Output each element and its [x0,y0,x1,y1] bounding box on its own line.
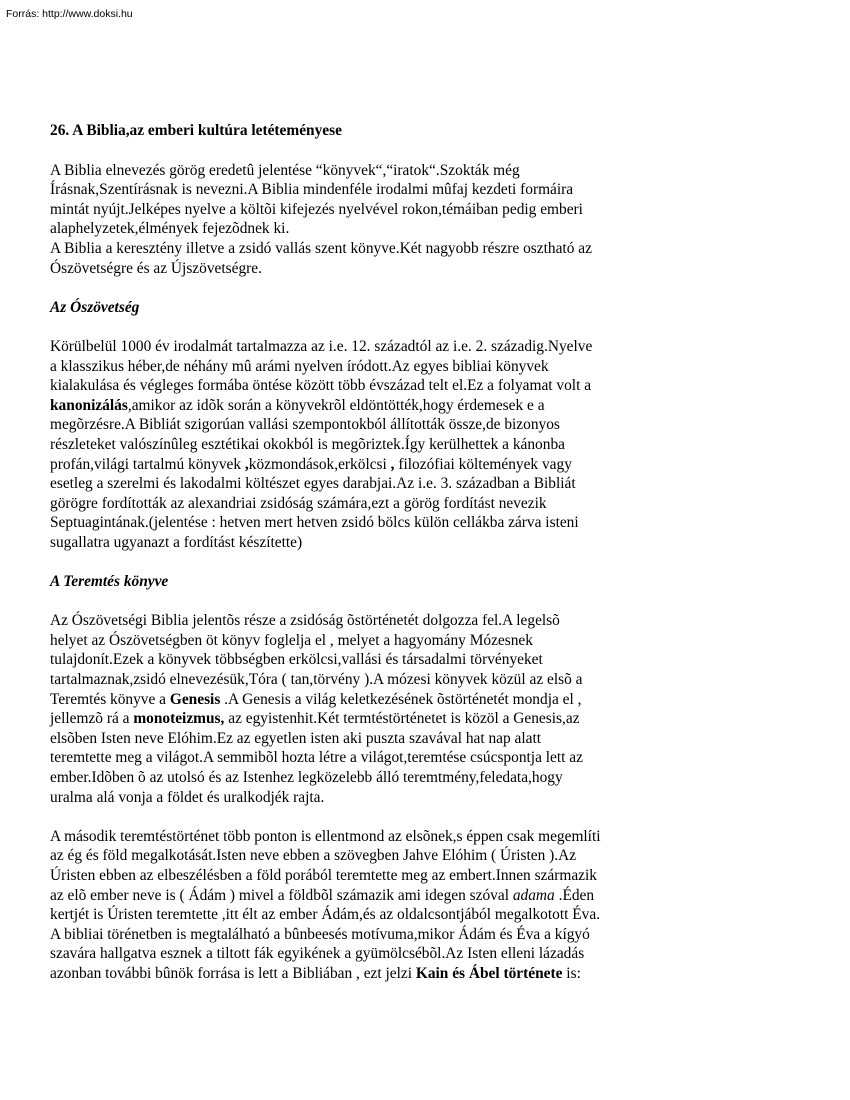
text-line: A Biblia elnevezés görög eredetû jelentése “könyvek“,“iratok“.Szokták még [50,161,520,179]
text-line: mintát nyújt.Jelképes nyelve a költõi kifejezés nyelvével rokon,témáiban pedig emberi [50,200,583,218]
bold-comma: , [244,455,249,473]
text-line: ember.Idõben õ az utolsó és az Istenhez legközelebb álló teremtmény,feledata,hogy [50,769,563,786]
text-run: .Éden [554,886,595,904]
text-run: ,amikor az idõk során a könyvekrõl eldöntötték,hogy érdemesek e a [127,396,545,414]
text-run: filozófiai költemények vagy [394,455,572,473]
text-line: A Biblia a keresztény illetve a zsidó vallás szent könyve.Két nagyobb részre osztható az [50,239,592,257]
text-line [50,690,690,710]
document-body [50,121,690,984]
text-line: uralma alá vonja a földet és uralkodjék rajta. [50,788,325,806]
intro-paragraph-2 [50,239,690,278]
text-run: .A Genesis a világ keletkezésének õstörténetét mondja el , [220,690,582,708]
spacer [50,317,690,337]
intro-paragraph-1 [50,161,690,239]
text-line: elsõben Isten neve Elóhim.Ez az egyetlen isten aki puszta szavával hat nap alatt [50,729,542,747]
text-line: alaphelyzetek,élmények fejezõdnek ki. [50,220,290,238]
text-line: Septuagintának.(jelentése : hetven mert hetven zsidó bölcs külön cellákba zárva isteni [50,514,579,532]
text-line: helyet az Ószövetségben öt könyv foglelja el , melyet a hagyomány Mózesnek [50,631,533,649]
text-run: is: [562,964,581,982]
text-run: profán,világi tartalmú könyvek [50,455,245,473]
bold-term: kanonizálás [50,396,128,414]
genesis-paragraph-2 [50,827,690,984]
text-line: sugallatra ugyanazt a fordítást készítette) [50,533,303,551]
text-run: az egyistenhit.Két termtéstörténetet is közöl a Genesis,az [224,710,580,728]
text-line: részleteket valószínûleg esztétikai okokból is megõriztek.Így kerülhettek a kánonba [50,435,565,453]
text-line: tulajdonít.Ezek a könyvek többségben erkölcsi,vallási és társadalmi törvényeket [50,651,543,669]
bold-term: Genesis [169,690,221,708]
text-run: jellemzõ rá a [50,710,134,728]
section-heading-old-testament: Az Ószövetség [50,298,140,316]
text-line: kialakulása és végleges formába öntése között több évszázad telt el.Ez a folyamat volt a [50,377,592,395]
text-line: Írásnak,Szentírásnak is nevezni.A Biblia mindenféle irodalmi mûfaj kezdeti formáira [50,181,574,199]
italic-term: adama [512,886,555,904]
text-line [50,709,690,729]
text-run: az elõ ember neve is ( Ádám ) mivel a földbõl számazik ami idegen szóval [50,886,513,904]
text-line: Úristen ebben az elbeszélésben a föld porából teremtette meg az embert.Innen származik [50,866,597,884]
bold-term: Kain és Ábel története [415,964,563,982]
text-line: A második teremtéstörténet több ponton is ellentmond az elsõnek,s éppen csak megemlíti [50,827,601,845]
text-run: azonban további bûnök forrása is lett a Bibliában , ezt jelzi [50,964,416,982]
text-line: az ég és föld megalkotását.Isten neve ebben a szövegben Jahve Elóhim ( Úristen ).Az [50,847,577,865]
text-line [50,396,690,416]
genesis-paragraph-1 [50,611,690,807]
spacer [50,592,690,612]
text-line: görögre fordították az alexandriai zsidóság számára,ezt a görög fordítást nevezik [50,494,547,512]
text-line: teremtette meg a világot.A semmibõl hozta létre a világot,teremtése csúcspontja lett az [50,749,583,767]
text-line: esetleg a szerelmi és lakodalmi költészet egyes darabjai.Az i.e. 3. században a Bibliát [50,475,576,493]
text-line: Körülbelül 1000 év irodalmát tartalmazza az i.e. 12. századtól az i.e. 2. századig.Nyelve [50,337,593,355]
text-run: közmondások,erkölcsi [248,455,391,473]
bold-comma: , [390,455,395,473]
text-line [50,886,690,906]
old-testament-paragraph [50,337,690,553]
section-heading-genesis: A Teremtés könyve [50,573,169,591]
page-title: 26. A Biblia,az emberi kultúra letéteményese [50,122,342,139]
source-url: Forrás: http://www.doksi.hu [6,8,133,20]
spacer [50,807,690,827]
text-line: a klasszikus héber,de néhány mû arámi nyelven íródott.Az egyes bibliai könyvek [50,357,549,375]
text-line: Az Ószövetségi Biblia jelentõs része a zsidóság õstörténetét dolgozza fel.A legelsõ [50,612,560,630]
text-line: Ószövetségre és az Újszövetségre. [50,259,262,277]
spacer [50,552,690,572]
spacer [50,278,690,298]
text-line: szavára hallgatva esznek a tiltott fák egyikének a gyümölcsébõl.Az Isten elleni lázadás [50,945,585,963]
text-line: A bibliai törénetben is megtalálható a bûnbeesés motívuma,mikor Ádám és Éva a kígyó [50,925,590,943]
text-line [50,455,690,475]
text-line: kertjét is Úristen teremtette ,itt élt az ember Ádám,és az oldalcsontjából megalkotott Éva. [50,906,601,924]
text-line [50,964,690,984]
text-line: megõrzésre.A Bibliát szigorúan vallási szempontokból állították össze,de bizonyos [50,416,560,434]
text-line: tartalmaznak,zsidó elnevezésük,Tóra ( tan,törvény ).A mózesi könyvek közül az elsõ a [50,671,583,689]
bold-term: monoteizmus, [133,710,225,728]
text-run: Teremtés könyve a [50,690,170,708]
